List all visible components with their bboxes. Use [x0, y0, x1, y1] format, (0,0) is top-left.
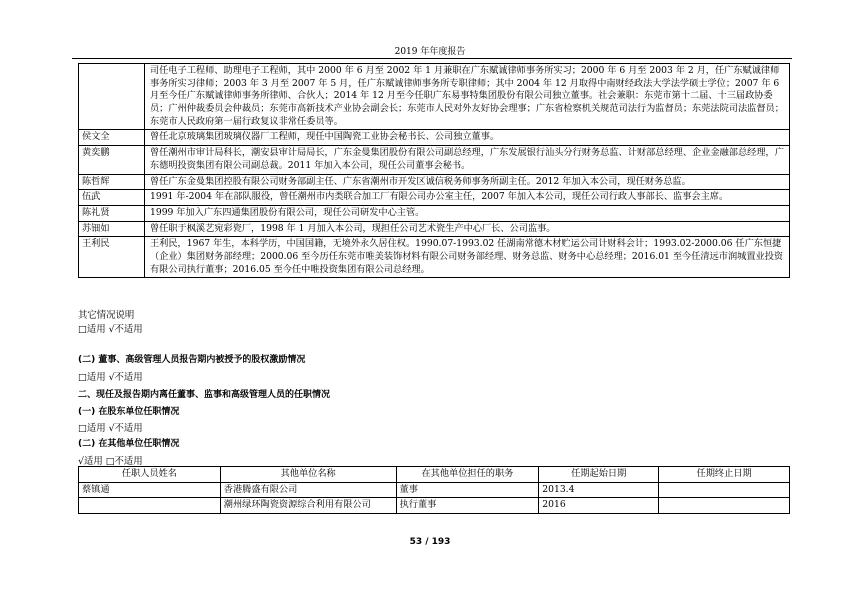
person-name: 陈哲辉: [79, 174, 145, 190]
table-row: [79, 174, 790, 190]
table-row: [79, 190, 790, 206]
table-row: [79, 482, 790, 498]
table-header-row: [79, 467, 790, 483]
person-bio: 曾任广东金曼集团控股有限公司财务部副主任、广东省潮州市开发区诚信税务师事务所副主任。2012 年加入本公司，现任财务总监。: [145, 174, 790, 190]
page-number: 53 / 193: [409, 537, 451, 547]
equity-incentive-options: □适用 √不适用: [78, 372, 143, 383]
other-units-table: [78, 466, 790, 514]
table-row: [79, 498, 790, 514]
table-cell: 潮州绿环陶瓷资源综合利用有限公司: [220, 498, 396, 514]
person-bio: 1991 年-2004 年在部队服役，曾任潮州市内类联合加工厂有限公司办公室主任，2007 年加入本公司，现任公司行政人事部长、监事会主席。: [145, 190, 790, 206]
person-name: [79, 64, 145, 130]
current-positions-heading: 二、现任及报告期内离任董事、监事和高级管理人员的任职情况: [78, 390, 331, 400]
table-cell: 2013.4: [539, 482, 659, 498]
shareholder-units-options: □适用 √不适用: [78, 423, 143, 434]
person-bio: 曾任北京玻璃集团玻璃仪器厂工程师，现任中国陶瓷工业协会秘书长、公司独立董事。: [145, 130, 790, 146]
table-row: [79, 64, 790, 130]
table-row: [79, 237, 790, 278]
person-bio: 司任电子工程师、助理电子工程师，其中 2000 年 6 月至 2002 年 1 月兼职在广东赋诚律师事务所实习；2000 年 6 月至 2003 年 2 月，任广东赋诚律师事务所实习律师；2003 年 3 月至 2007 年 5 月，任广东赋诚律师事务所专职律师；其中 2004 年 12 月取得中南财经政法大学法学硕士学位；2007 年 6 月至今任广东赋诚律师事务所律师、合伙人；2014 年 12 月至今任职广东易事特集团股份有限公司独立董事。社会兼职：东莞市第十二届、十三届政协委员；广州仲裁委员会仲裁员；东莞市高新技术产业协会副会长；东莞市人民对外友好协会理事；广东省检察机关规范司法行为监督员；东莞法院司法监督员；东莞市人民政府第一届行政复议非常任委员等。: [145, 64, 790, 130]
person-name: 侯文全: [79, 130, 145, 146]
column-header: 其他单位名称: [220, 467, 396, 483]
table-row: [79, 205, 790, 221]
other-units-heading: (二) 在其他单位任职情况: [78, 439, 180, 449]
person-name: 王利民: [79, 237, 145, 278]
column-header: 任期起始日期: [539, 467, 659, 483]
table-row: [79, 130, 790, 146]
management-bio-table: [78, 63, 790, 278]
other-units-options: √适用 □不适用: [78, 456, 143, 467]
person-name: 黄奕鹏: [79, 146, 145, 174]
person-name: 陈礼贤: [79, 205, 145, 221]
person-bio: 王利民，1967 年生，本科学历，中国国籍，无境外永久居住权。1990.07-1993.02 任湖南常德木材贮运公司计财科会计；1993.02-2000.06 任广东恒捷（企业）集团财务部经理；2000.06 至今历任东莞市唯美装饰材料有限公司财务部经理、财务总监、财务中心总经理；2016.01 至今任清远市润城置业投资有限公司执行董事；2016.05 至今任中唯投资集团有限公司总经理。: [145, 237, 790, 278]
person-bio: 曾任潮州市审计局科长，潮安县审计局局长，广东金曼集团股份有限公司副总经理，广东发展银行汕头分行财务总监、计财部总经理、企业金融部总经理，广东德明投资集团有限公司副总裁。2011 年加入本公司，现任公司董事会秘书。: [145, 146, 790, 174]
table-cell: 蔡镇通: [79, 482, 221, 498]
column-header: 任职人员姓名: [79, 467, 221, 483]
shareholder-units-heading: (一) 在股东单位任职情况: [78, 407, 180, 417]
table-cell: [659, 482, 790, 498]
page-header: 2019 年年度报告: [394, 47, 466, 57]
person-name: 苏钿如: [79, 221, 145, 237]
equity-incentive-heading: (二) 董事、高级管理人员报告期内被授予的股权激励情况: [78, 355, 306, 365]
other-info-options: □适用 √不适用: [78, 324, 143, 335]
column-header: 在其他单位担任的职务: [396, 467, 539, 483]
header-rule: [72, 58, 792, 59]
table-row: [79, 146, 790, 174]
table-cell: 2016: [539, 498, 659, 514]
other-info-title: 其它情况说明: [78, 310, 135, 321]
table-cell: 香港腾盛有限公司: [220, 482, 396, 498]
table-cell: [79, 498, 221, 514]
table-row: [79, 221, 790, 237]
table-cell: [659, 498, 790, 514]
person-bio: 1999 年加入广东四通集团股份有限公司，现任公司研发中心主管。: [145, 205, 790, 221]
table-cell: 执行董事: [396, 498, 539, 514]
table-cell: 董事: [396, 482, 539, 498]
column-header: 任期终止日期: [659, 467, 790, 483]
person-name: 伍武: [79, 190, 145, 206]
person-bio: 曾任职于枫溪艺宛彩瓷厂，1998 年 1 月加入本公司，现担任公司艺术瓷生产中心厂长、公司监事。: [145, 221, 790, 237]
